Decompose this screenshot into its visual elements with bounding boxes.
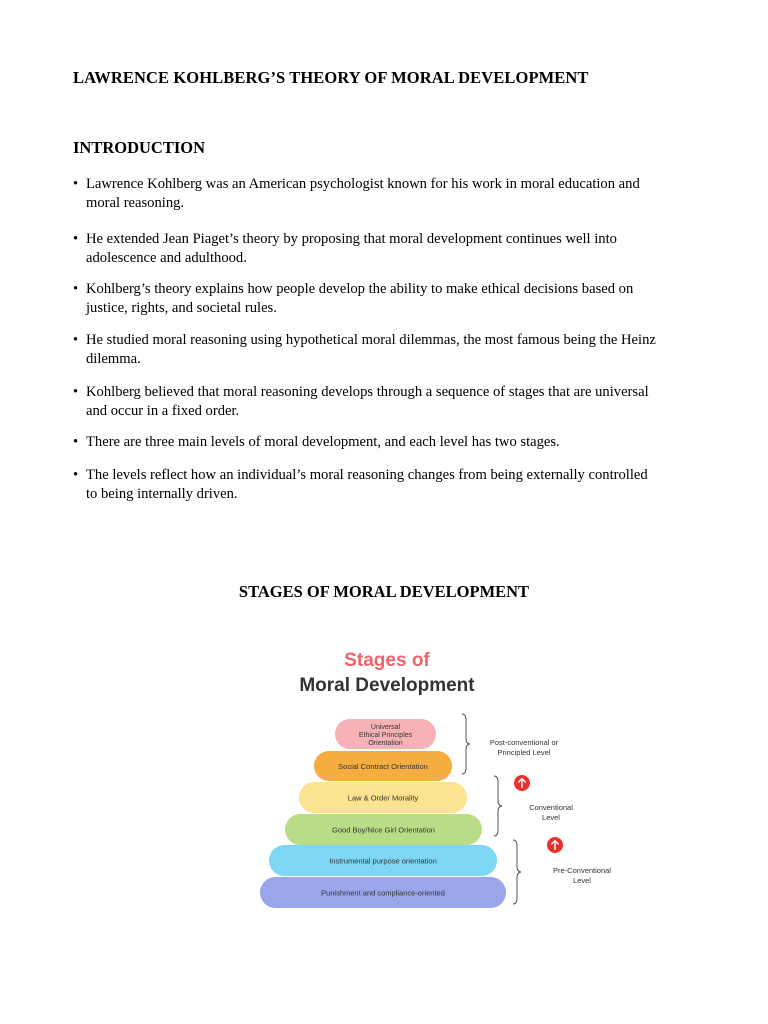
bullet-text-line: There are three main levels of moral development, and each level has two stages. [86,434,560,450]
stage-label: Orientation [368,740,403,747]
brace-conventional [494,776,502,836]
level-label: Pre-Conventional [553,866,611,875]
brace-pre-conventional [513,840,521,904]
bullet-text-line: He extended Jean Piaget’s theory by proposing that moral development continues well into [86,231,617,247]
bullet-item [73,230,703,267]
bullet-symbol: • [73,281,79,297]
bullet-symbol: • [73,434,79,450]
diagram-title-line-2: Moral Development [299,675,475,696]
bullet-item [73,383,703,420]
level-label: Conventional [529,803,573,812]
bullet-text-line: Kohlberg believed that moral reasoning develops through a sequence of stages that are universal [86,384,649,400]
introduction-heading: INTRODUCTION [73,138,206,157]
document-title: LAWRENCE KOHLBERG’S THEORY OF MORAL DEVELOPMENT [73,68,589,87]
level-label: Principled Level [497,748,551,757]
stage-label: Instrumental purpose orientation [329,856,437,866]
bullet-text-line: to being internally driven. [86,485,238,502]
stage-label: Punishment and compliance-oriented [321,888,445,898]
bullet-symbol: • [73,332,79,348]
bullet-symbol: • [73,467,79,483]
stages-diagram [96,640,672,932]
bullet-text-line: The levels reflect how an individual’s moral reasoning changes from being externally controlled [86,467,648,483]
up-arrow-icon [547,837,563,853]
bullet-item [73,466,703,503]
bullet-text-line: adolescence and adulthood. [86,249,247,266]
bullet-text-line: dilemma. [86,350,141,367]
bullet-text-line: and occur in a fixed order. [86,402,240,419]
bullet-text-line: Lawrence Kohlberg was an American psychologist known for his work in moral education and [86,176,640,192]
level-label: Level [542,813,560,822]
brace-post-conventional [462,714,470,774]
stage-label: Law & Order Morality [347,793,419,803]
bullet-item [73,280,703,317]
up-arrow-icon [514,775,530,791]
bullet-text-line: He studied moral reasoning using hypothetical moral dilemmas, the most famous being the Heinz [86,332,656,348]
diagram-title-line-1: Stages of [344,650,430,671]
bullet-item [73,331,703,368]
level-label: Post-conventional or [489,738,559,747]
bullet-symbol: • [73,384,79,400]
stage-label: Universal [370,724,401,731]
bullet-text-line: justice, rights, and societal rules. [86,299,277,316]
bullet-symbol: • [73,231,79,247]
level-label: Level [573,876,591,885]
bullet-item [73,433,703,452]
stages-heading: STAGES OF MORAL DEVELOPMENT [238,582,530,601]
bullet-text-line: Kohlberg’s theory explains how people develop the ability to make ethical decisions based on [86,281,634,297]
bullet-symbol: • [73,176,79,192]
bullet-item [73,175,703,212]
stage-label: Social Contract Orientation [338,762,428,771]
stage-label: Good Boy/Nice Girl Orientation [332,825,435,835]
stage-label: Ethical Principles [358,732,413,739]
bullet-text-line: moral reasoning. [86,194,185,211]
